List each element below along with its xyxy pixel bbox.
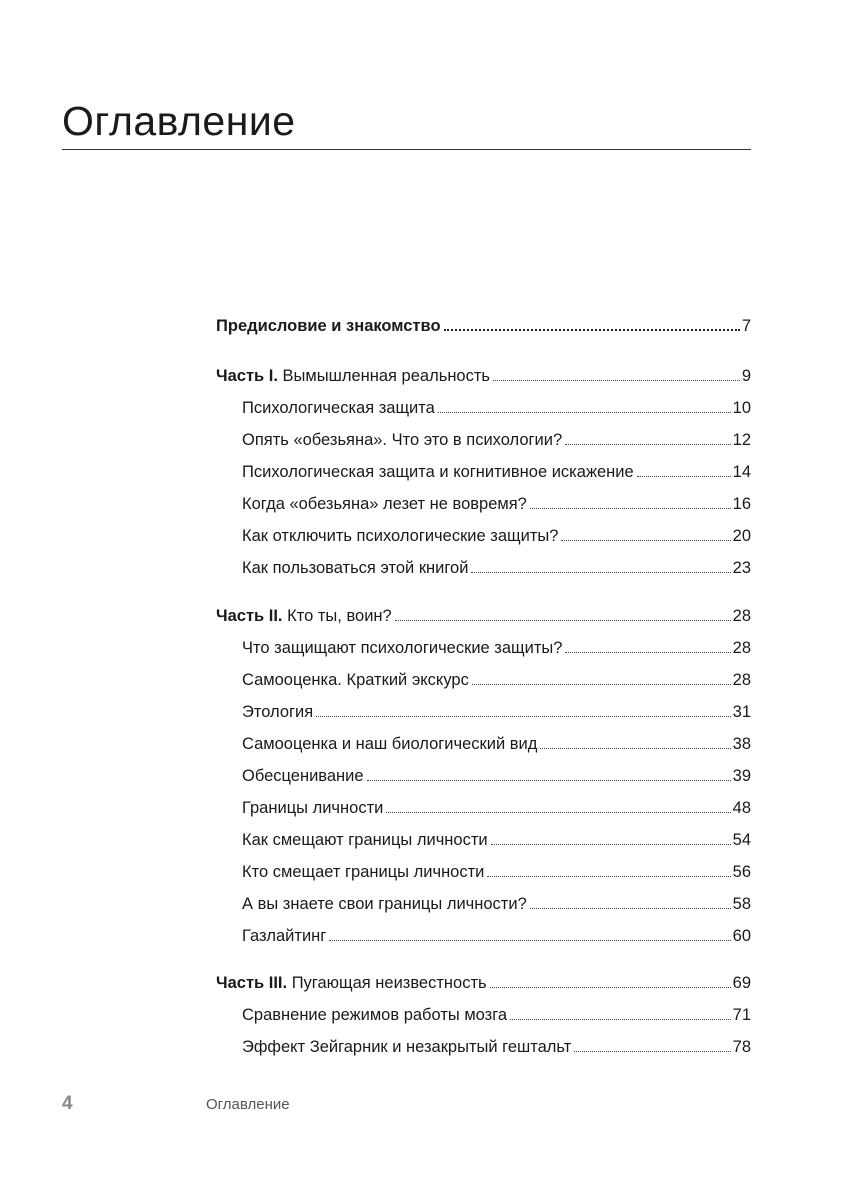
- toc-item-title: Как смещают границы личности: [242, 831, 488, 849]
- dot-leader: [487, 872, 730, 877]
- toc-part-heading: [216, 969, 751, 997]
- toc-part-title: Пугающая неизвестность: [291, 974, 487, 992]
- toc-page-number: 69: [732, 974, 751, 992]
- toc-page-number: 48: [732, 799, 751, 817]
- dot-leader: [490, 983, 731, 988]
- toc-page-number: 7: [741, 317, 751, 335]
- toc-item-title: Психологическая защита и когнитивное искажение: [242, 463, 634, 481]
- toc-part-heading: [216, 362, 751, 390]
- running-head: Оглавление: [206, 1096, 290, 1113]
- toc-item: [242, 698, 751, 726]
- dot-leader: [329, 936, 730, 941]
- toc-part-title: Вымышленная реальность: [282, 367, 491, 385]
- toc-entry-title: Предисловие и знакомство: [216, 317, 441, 335]
- toc-item: [242, 522, 751, 550]
- dot-leader: [637, 472, 731, 477]
- toc-item: [242, 1033, 751, 1061]
- toc-part-heading: [216, 602, 751, 630]
- dot-leader: [540, 744, 730, 749]
- toc-entry-preface: [216, 312, 751, 340]
- toc-page-number: 39: [732, 767, 751, 785]
- toc-item-title: Сравнение режимов работы мозга: [242, 1006, 508, 1024]
- dot-leader: [530, 904, 731, 909]
- toc-part-prefix: Часть II.: [216, 607, 283, 625]
- toc-item: [242, 890, 751, 918]
- toc-part-title: Кто ты, воин?: [287, 607, 392, 625]
- toc-item: [242, 666, 751, 694]
- toc-item-title: Кто смещает границы личности: [242, 863, 485, 881]
- toc-item-title: Границы личности: [242, 799, 384, 817]
- toc-item-title: Опять «обезьяна». Что это в психологии?: [242, 431, 563, 449]
- toc-page-number: 60: [732, 927, 751, 945]
- toc-item-title: Обесценивание: [242, 767, 364, 785]
- toc-item-title: Психологическая защита: [242, 399, 435, 417]
- toc-item: [242, 458, 751, 486]
- dot-leader: [493, 376, 740, 381]
- toc-page-number: 38: [732, 735, 751, 753]
- toc-item: [242, 826, 751, 854]
- toc-page-number: 58: [732, 895, 751, 913]
- toc-part-prefix: Часть III.: [216, 974, 288, 992]
- toc-page-number: 31: [732, 703, 751, 721]
- toc-item: [242, 634, 751, 662]
- toc-item-title: Когда «обезьяна» лезет не вовремя?: [242, 495, 527, 513]
- toc-item: [242, 794, 751, 822]
- toc-page-number: 12: [732, 431, 751, 449]
- toc-item-title: А вы знаете свои границы личности?: [242, 895, 527, 913]
- toc-item: [242, 858, 751, 886]
- dot-leader: [471, 568, 730, 573]
- toc-part-prefix: Часть I.: [216, 367, 278, 385]
- toc-item: [242, 554, 751, 582]
- toc-item: [242, 1001, 751, 1029]
- dot-leader: [561, 536, 730, 541]
- toc-page-number: 23: [732, 559, 751, 577]
- dot-leader: [444, 325, 740, 331]
- dot-leader: [472, 680, 731, 685]
- dot-leader: [316, 712, 730, 717]
- dot-leader: [574, 1047, 730, 1052]
- toc-page-number: 20: [732, 527, 751, 545]
- toc-page-number: 16: [732, 495, 751, 513]
- dot-leader: [565, 648, 730, 653]
- toc-item-title: Самооценка и наш биологический вид: [242, 735, 538, 753]
- toc-page-number: 28: [732, 639, 751, 657]
- title-rule: [62, 149, 751, 150]
- toc-page-number: 28: [732, 671, 751, 689]
- toc-item: [242, 426, 751, 454]
- toc-page-number: 28: [732, 607, 751, 625]
- toc-page-number: 54: [732, 831, 751, 849]
- toc-item-title: Самооценка. Краткий экскурс: [242, 671, 469, 689]
- toc-item-title: Что защищают психологические защиты?: [242, 639, 563, 657]
- toc-page-number: 56: [732, 863, 751, 881]
- dot-leader: [438, 408, 731, 413]
- dot-leader: [530, 504, 731, 509]
- toc-item-title: Этология: [242, 703, 314, 721]
- dot-leader: [510, 1015, 731, 1020]
- page-title: Оглавление: [62, 98, 296, 144]
- toc-item-title: Как пользоваться этой книгой: [242, 559, 469, 577]
- toc-item: [242, 922, 751, 950]
- toc-page-number: 78: [732, 1038, 751, 1056]
- dot-leader: [367, 776, 731, 781]
- toc-page-number: 10: [732, 399, 751, 417]
- dot-leader: [395, 616, 731, 621]
- toc-page-number: 71: [732, 1006, 751, 1024]
- toc-page-number: 14: [732, 463, 751, 481]
- toc-item-title: Как отключить психологические защиты?: [242, 527, 559, 545]
- dot-leader: [491, 840, 731, 845]
- page-number: 4: [62, 1093, 73, 1114]
- toc-item: [242, 730, 751, 758]
- toc-item: [242, 490, 751, 518]
- toc-page-number: 9: [741, 367, 751, 385]
- toc-item: [242, 394, 751, 422]
- dot-leader: [386, 808, 730, 813]
- dot-leader: [565, 440, 730, 445]
- toc-item-title: Газлайтинг: [242, 927, 327, 945]
- toc-item-title: Эффект Зейгарник и незакрытый гештальт: [242, 1038, 572, 1056]
- toc-item: [242, 762, 751, 790]
